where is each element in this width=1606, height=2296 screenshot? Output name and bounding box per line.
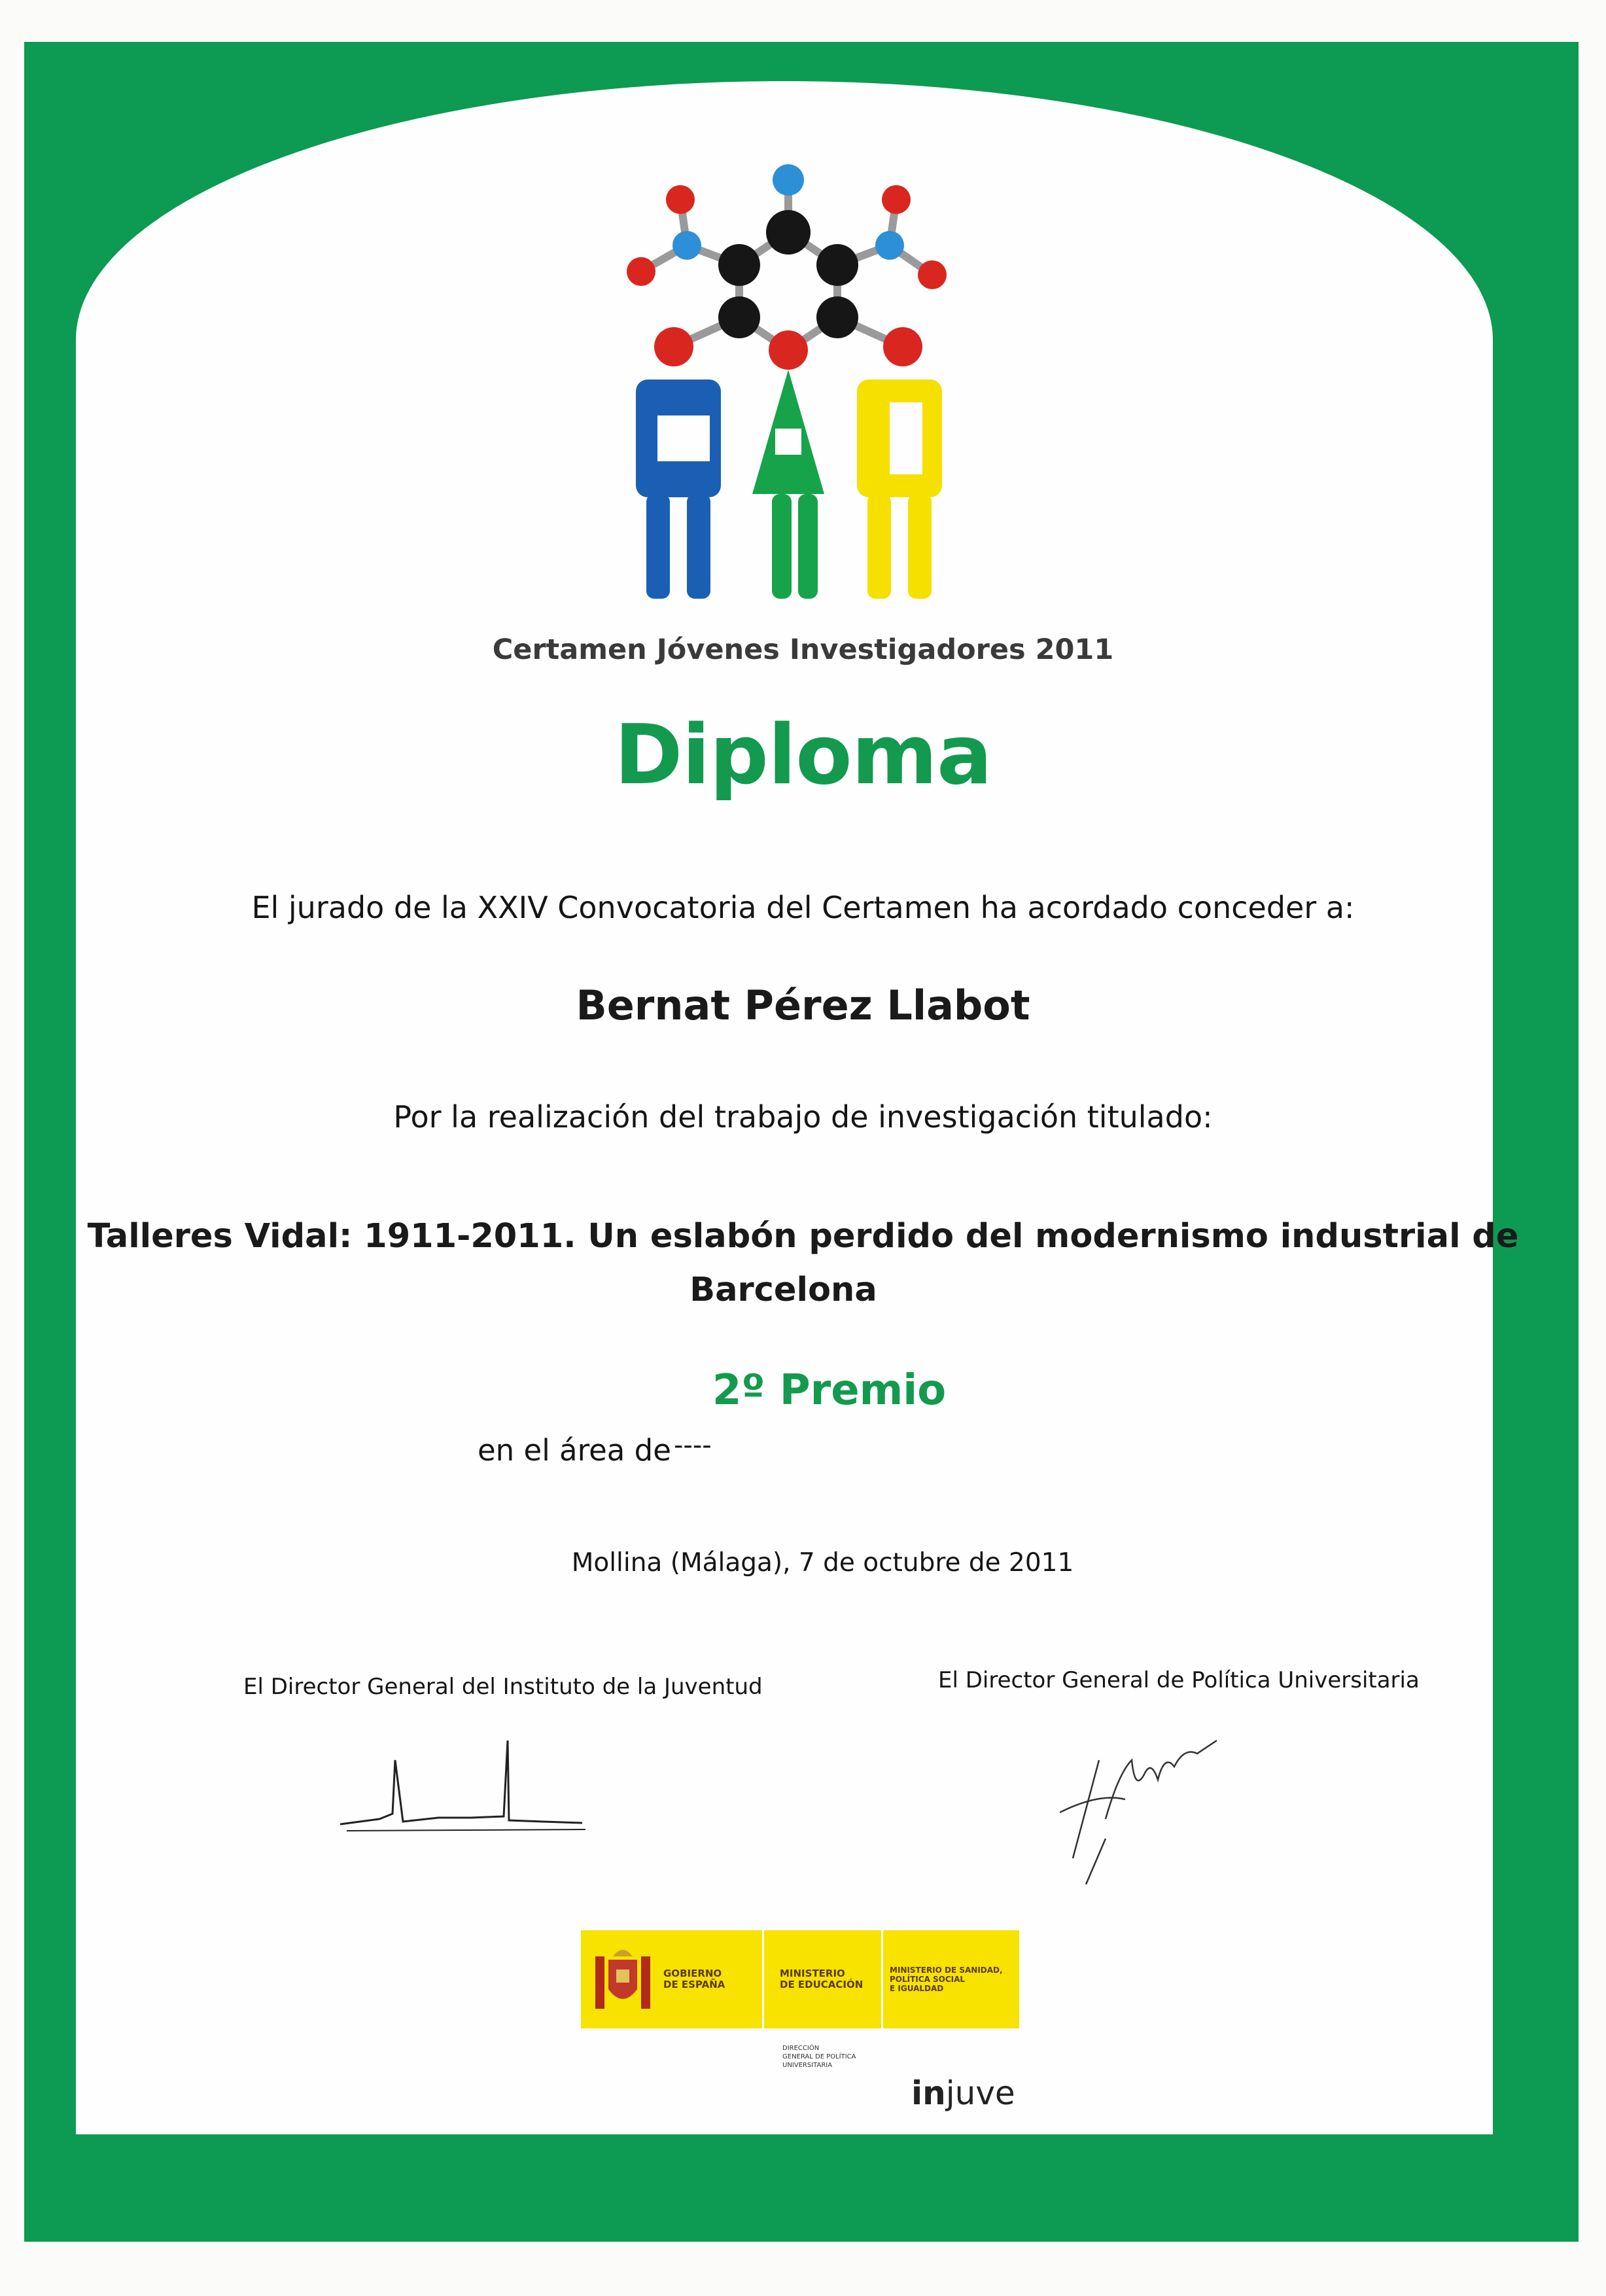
green-figure-icon bbox=[752, 370, 824, 599]
dg-line2: GENERAL DE POLÍTICA bbox=[782, 2053, 856, 2060]
gov-line2: DE ESPAÑA bbox=[663, 1979, 725, 1990]
molecule-figures-logo bbox=[576, 154, 1034, 612]
min-edu-line1: MINISTERIO bbox=[780, 1968, 845, 1979]
ministerio-educacion-segment bbox=[764, 1930, 883, 2028]
jury-statement: El jurado de la XXIV Convocatoria del Certamen ha acordado conceder a: bbox=[251, 890, 1355, 925]
blue-figure-icon bbox=[636, 380, 721, 599]
work-title-line2: Barcelona bbox=[690, 1271, 877, 1309]
recipient-name: Bernat Pérez Llabot bbox=[576, 981, 1030, 1029]
ministerio-sanidad-segment bbox=[883, 1930, 1019, 2028]
min-san-line1: MINISTERIO DE SANIDAD, bbox=[890, 1966, 1003, 1975]
injuve-logo bbox=[911, 2074, 1015, 2112]
diploma-heading: Diploma bbox=[614, 707, 992, 803]
area-value: ---- bbox=[674, 1430, 712, 1460]
min-san-line2: POLÍTICA SOCIAL bbox=[890, 1975, 966, 1984]
competition-title: Certamen Jóvenes Investigadores 2011 bbox=[492, 633, 1114, 666]
yellow-figure-icon bbox=[857, 380, 942, 599]
injuve-rest: juve bbox=[945, 2074, 1015, 2112]
area-label: en el área de bbox=[478, 1433, 671, 1468]
direccion-general-label bbox=[782, 2044, 856, 2070]
dg-line1: DIRECCIÓN bbox=[782, 2045, 820, 2052]
prize-label: 2º Premio bbox=[712, 1366, 947, 1415]
min-san-line3: E IGUALDAD bbox=[890, 1984, 944, 1993]
government-logo-bar bbox=[581, 1930, 1019, 2028]
gov-line1: GOBIERNO bbox=[663, 1968, 722, 1979]
right-signatory-title: El Director General de Política Universitaria bbox=[938, 1667, 1420, 1693]
dg-line3: UNIVERSITARIA bbox=[782, 2062, 833, 2069]
coat-of-arms-icon bbox=[590, 1943, 655, 2015]
gobierno-segment bbox=[581, 1930, 764, 2028]
work-intro: Por la realización del trabajo de investigación titulado: bbox=[393, 1099, 1213, 1135]
left-signatory-title: El Director General del Instituto de la Juventud bbox=[243, 1674, 763, 1700]
min-edu-line2: DE EDUCACIÓN bbox=[780, 1979, 864, 1990]
left-signature bbox=[340, 1740, 589, 1845]
place-date: Mollina (Málaga), 7 de octubre de 2011 bbox=[571, 1548, 1074, 1578]
work-title-line1: Talleres Vidal: 1911-2011. Un eslabón perdido del modernismo industrial de bbox=[87, 1217, 1519, 1256]
right-signature bbox=[1060, 1721, 1230, 1884]
injuve-bold: in bbox=[911, 2074, 946, 2112]
